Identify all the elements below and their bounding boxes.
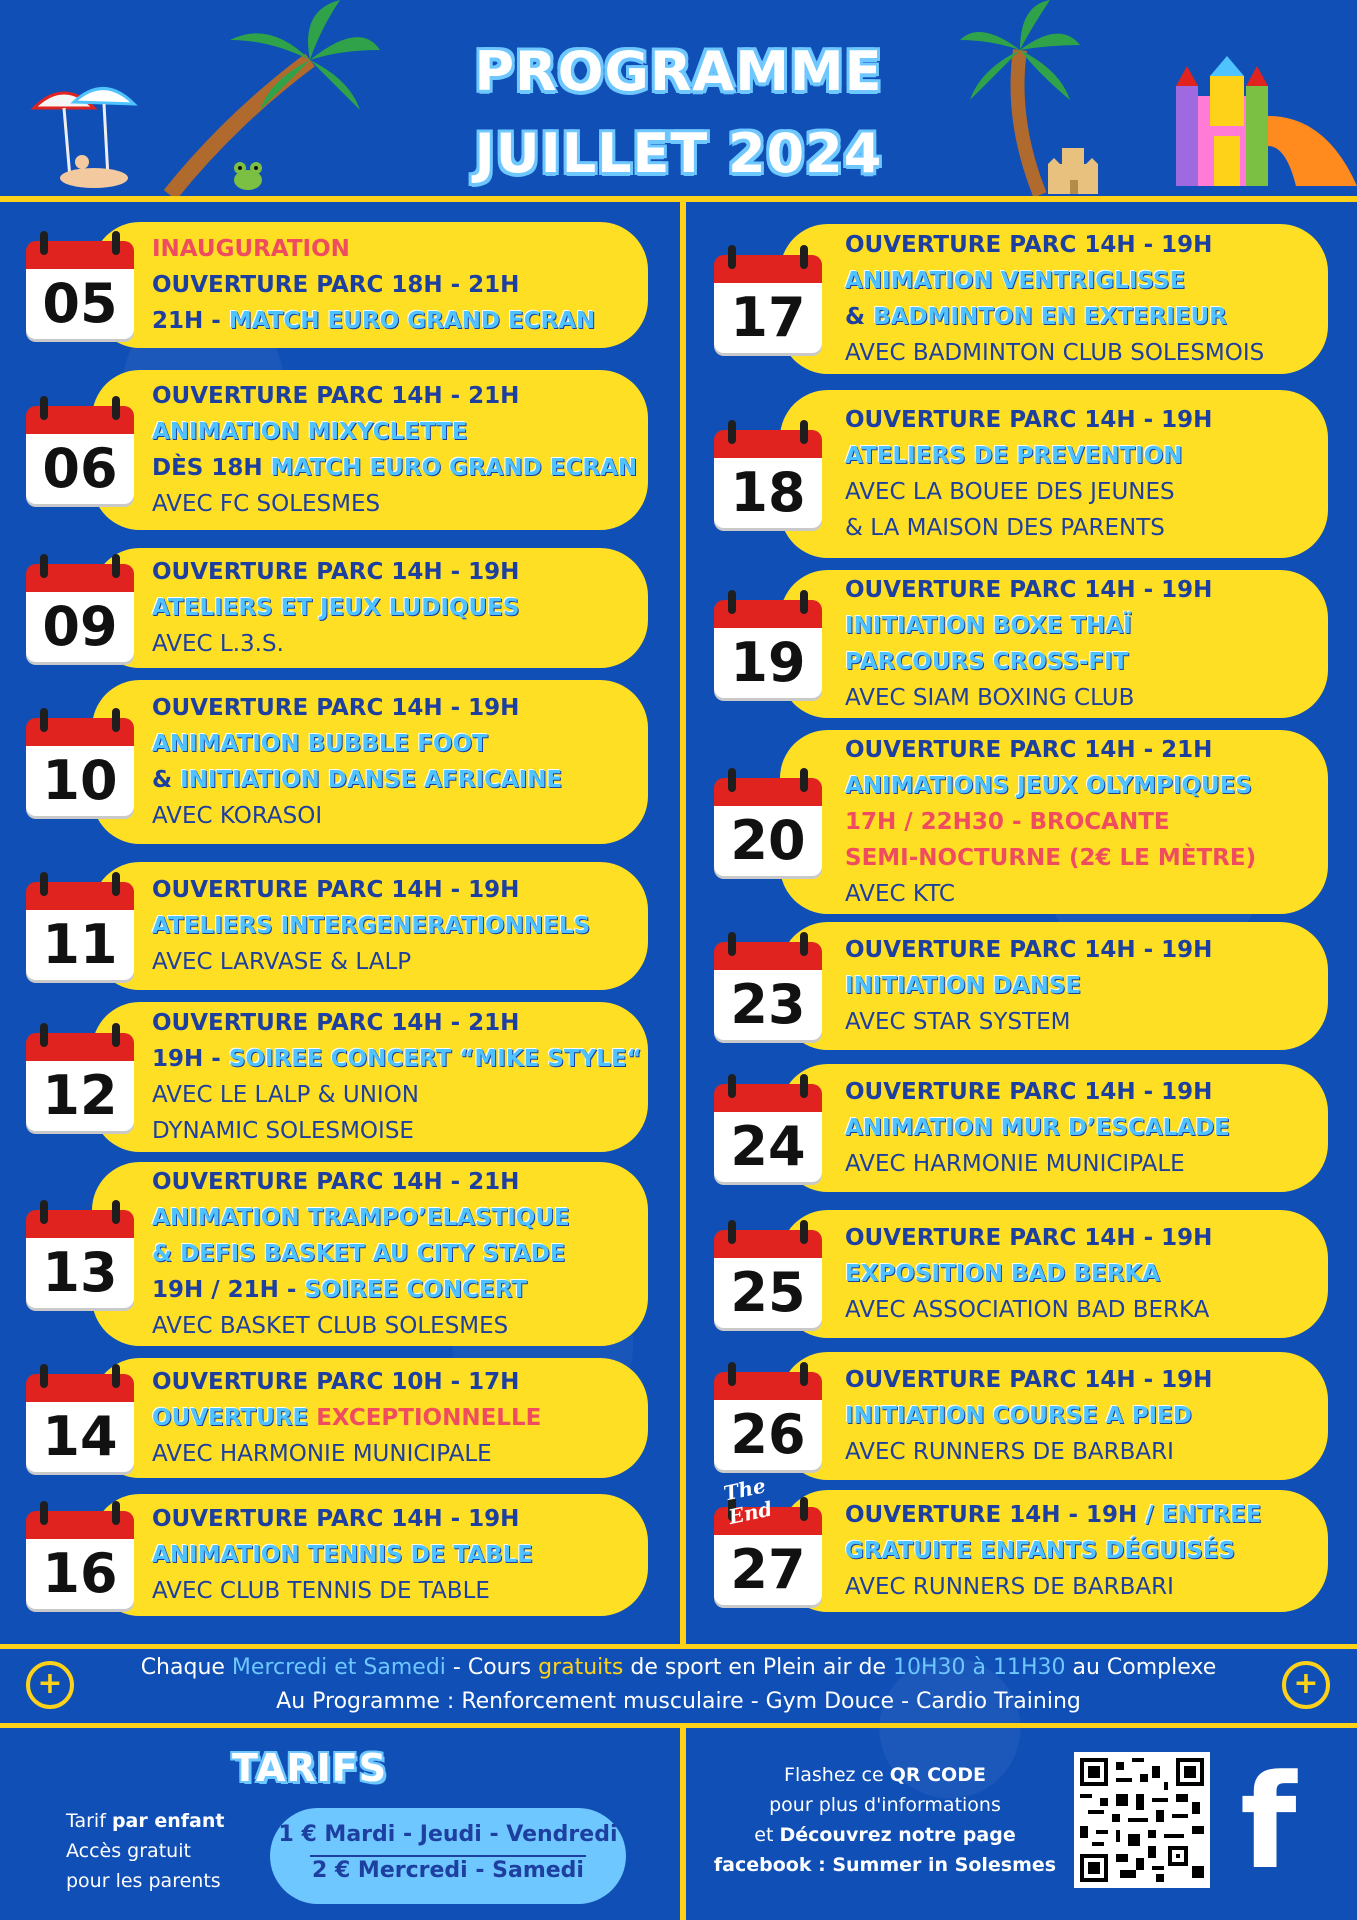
calendar-ring bbox=[40, 1023, 48, 1047]
qr-code-icon bbox=[1080, 1758, 1204, 1882]
tarif-note-line3: pour les parents bbox=[66, 1870, 221, 1892]
event-text: SOIREE CONCERT “MIKE STYLE“ bbox=[228, 1046, 642, 1072]
event-text: AVEC SIAM BOXING CLUB bbox=[845, 685, 1135, 711]
band-line-2: Au Programme : Renforcement musculaire - Gym Douce - Cardio Training bbox=[276, 1689, 1081, 1714]
event-line bbox=[152, 1200, 570, 1236]
calendar-icon bbox=[714, 586, 822, 698]
event-text: ATELIERS INTERGENERATIONNELS bbox=[152, 913, 591, 939]
event-line bbox=[845, 1256, 1212, 1292]
calendar-ring bbox=[800, 1362, 808, 1386]
calendar-day-number: 17 bbox=[730, 286, 806, 349]
calendar-ring bbox=[728, 245, 736, 269]
event-line bbox=[845, 474, 1212, 510]
calendar-icon bbox=[26, 704, 134, 816]
calendar-icon bbox=[26, 868, 134, 980]
event-line bbox=[152, 626, 519, 662]
calendar-ring bbox=[40, 708, 48, 732]
calendar-ring bbox=[800, 932, 808, 956]
calendar-ring bbox=[112, 872, 120, 896]
event-line bbox=[845, 1569, 1262, 1605]
event-text: INITIATION DANSE AFRICAINE bbox=[180, 767, 563, 793]
event-line bbox=[152, 303, 595, 339]
calendar-ring bbox=[40, 1501, 48, 1525]
event-text: OUVERTURE PARC 14H - 21H bbox=[152, 1169, 520, 1195]
event-text: AVEC FC SOLESMES bbox=[152, 491, 381, 517]
event-text: ANIMATION MIXYCLETTE bbox=[152, 419, 468, 445]
calendar-icon bbox=[26, 1019, 134, 1131]
event-details bbox=[152, 1501, 533, 1609]
event-details bbox=[845, 1220, 1212, 1328]
event-text: AVEC HARMONIE MUNICIPALE bbox=[845, 1151, 1185, 1177]
event-text: AVEC BASKET CLUB SOLESMES bbox=[152, 1313, 509, 1339]
qr-info-bold: facebook : Summer in Solesmes bbox=[713, 1854, 1057, 1876]
event-text: DYNAMIC SOLESMOISE bbox=[152, 1118, 414, 1144]
qr-info-line1 bbox=[700, 1760, 1070, 1790]
calendar-day-number: 24 bbox=[730, 1115, 806, 1178]
event-text: EXPOSITION BAD BERKA bbox=[845, 1261, 1161, 1287]
event-line bbox=[152, 1400, 541, 1436]
event-line bbox=[152, 872, 590, 908]
calendar-ring bbox=[40, 396, 48, 420]
event-text: OUVERTURE PARC 14H - 19H bbox=[152, 695, 520, 721]
calendar-icon bbox=[26, 550, 134, 662]
event-details bbox=[845, 227, 1264, 371]
price-line-1: 1 € Mardi - Jeudi - Vendredi bbox=[278, 1822, 618, 1847]
price-line-2: 2 € Mercredi - Samedi bbox=[312, 1858, 584, 1883]
event-text: 19H / 21H - bbox=[152, 1277, 305, 1303]
event-line bbox=[152, 1364, 541, 1400]
qr-code[interactable] bbox=[1074, 1752, 1210, 1888]
calendar-ring bbox=[800, 245, 808, 269]
event-line bbox=[845, 438, 1212, 474]
event-text: AVEC STAR SYSTEM bbox=[845, 1009, 1071, 1035]
footer-divider bbox=[680, 1728, 686, 1920]
event-text: AVEC KTC bbox=[845, 881, 955, 907]
event-line bbox=[152, 908, 590, 944]
event-line bbox=[845, 335, 1264, 371]
event-details bbox=[152, 231, 595, 339]
event-line bbox=[845, 608, 1212, 644]
event-line bbox=[152, 450, 637, 486]
event-line bbox=[845, 1398, 1212, 1434]
event-line bbox=[845, 840, 1256, 876]
calendar-day-number: 11 bbox=[42, 913, 118, 976]
calendar-icon bbox=[26, 227, 134, 339]
calendar-icon bbox=[714, 1358, 822, 1470]
calendar-ring bbox=[800, 420, 808, 444]
event-line bbox=[845, 1362, 1212, 1398]
event-line bbox=[152, 1041, 642, 1077]
event-text: & DEFIS BASKET AU CITY STADE bbox=[152, 1241, 566, 1267]
qr-info-text: Flashez ce bbox=[784, 1764, 890, 1786]
calendar-day-number: 16 bbox=[42, 1542, 118, 1605]
event-text: ANIMATION MUR D’ESCALADE bbox=[845, 1115, 1230, 1141]
event-text: AVEC LARVASE & LALP bbox=[152, 949, 412, 975]
event-details bbox=[152, 554, 519, 662]
qr-info-line3 bbox=[700, 1820, 1070, 1850]
event-details bbox=[152, 1164, 570, 1344]
event-text: BADMINTON EN EXTERIEUR bbox=[873, 304, 1227, 330]
calendar-ring bbox=[40, 1200, 48, 1224]
event-line bbox=[845, 1110, 1230, 1146]
event-line bbox=[152, 1236, 570, 1272]
tarif-note-line1 bbox=[66, 1806, 224, 1836]
event-text: OUVERTURE PARC 14H - 19H bbox=[845, 1225, 1213, 1251]
calendar-day-number: 27 bbox=[730, 1538, 806, 1601]
calendar-ring bbox=[112, 1364, 120, 1388]
event-line bbox=[845, 1004, 1212, 1040]
event-line bbox=[845, 510, 1212, 546]
event-text: DÈS 18H bbox=[152, 455, 271, 481]
band-free: gratuits bbox=[538, 1655, 624, 1680]
price-divider bbox=[310, 1855, 586, 1857]
calendar-ring bbox=[112, 231, 120, 255]
calendar-day-number: 10 bbox=[42, 749, 118, 812]
calendar-ring bbox=[728, 1362, 736, 1386]
event-text: MATCH EURO GRAND ECRAN bbox=[228, 308, 596, 334]
event-details bbox=[845, 1497, 1262, 1605]
event-line bbox=[152, 1501, 533, 1537]
tarif-note bbox=[66, 1806, 224, 1896]
sport-info-band bbox=[0, 1649, 1357, 1723]
qr-info bbox=[700, 1760, 1070, 1880]
tarif-note-bold: par enfant bbox=[111, 1810, 225, 1832]
event-details bbox=[152, 1364, 541, 1472]
calendar-ring bbox=[800, 768, 808, 792]
event-line bbox=[152, 1308, 570, 1344]
qr-info-line2: pour plus d'informations bbox=[769, 1794, 1001, 1816]
tarif-note-line2: Accès gratuit bbox=[66, 1840, 191, 1862]
event-text: OUVERTURE PARC 14H - 19H bbox=[845, 937, 1213, 963]
band-divider-bottom bbox=[0, 1723, 1357, 1728]
top-divider bbox=[0, 196, 1357, 202]
event-line bbox=[845, 968, 1212, 1004]
event-line bbox=[152, 762, 562, 798]
qr-info-bold: Découvrez notre page bbox=[779, 1824, 1016, 1846]
qr-info-bold: QR CODE bbox=[889, 1764, 986, 1786]
calendar-day-number: 25 bbox=[730, 1261, 806, 1324]
event-line bbox=[845, 402, 1212, 438]
event-line bbox=[152, 690, 562, 726]
event-line bbox=[845, 680, 1212, 716]
event-text: INITIATION DANSE bbox=[845, 973, 1082, 999]
calendar-ring bbox=[112, 1501, 120, 1525]
event-text: OUVERTURE bbox=[152, 1405, 317, 1431]
calendar-ring bbox=[728, 1220, 736, 1244]
event-line bbox=[152, 1077, 642, 1113]
event-line bbox=[152, 1272, 570, 1308]
event-line bbox=[152, 798, 562, 834]
calendar-ring bbox=[800, 1497, 808, 1521]
calendar-icon bbox=[26, 1497, 134, 1609]
event-text: OUVERTURE PARC 14H - 19H bbox=[845, 577, 1213, 603]
event-details bbox=[845, 932, 1212, 1040]
event-line bbox=[845, 299, 1264, 335]
event-line bbox=[845, 1533, 1262, 1569]
header bbox=[0, 0, 1357, 200]
event-text: / ENTREE bbox=[1145, 1502, 1262, 1528]
calendar-ring bbox=[112, 1023, 120, 1047]
event-text: OUVERTURE PARC 14H - 19H bbox=[152, 1506, 520, 1532]
event-text: AVEC HARMONIE MUNICIPALE bbox=[152, 1441, 492, 1467]
event-text: AVEC RUNNERS DE BARBARI bbox=[845, 1439, 1174, 1465]
event-text: 17H / 22H30 - BROCANTE bbox=[845, 809, 1170, 835]
event-text: OUVERTURE PARC 14H - 19H bbox=[845, 1367, 1213, 1393]
event-line bbox=[845, 1074, 1230, 1110]
calendar-ring bbox=[728, 932, 736, 956]
calendar-ring bbox=[728, 1074, 736, 1098]
band-text: au Complexe bbox=[1065, 1655, 1217, 1680]
event-text: OUVERTURE PARC 18H - 21H bbox=[152, 272, 520, 298]
event-text: ANIMATIONS JEUX OLYMPIQUES bbox=[845, 773, 1252, 799]
calendar-ring bbox=[728, 420, 736, 444]
event-text: OUVERTURE PARC 14H - 21H bbox=[152, 383, 520, 409]
event-text: INAUGURATION bbox=[152, 236, 350, 262]
calendar-ring bbox=[728, 768, 736, 792]
event-line bbox=[152, 554, 519, 590]
event-text: AVEC L.3.S. bbox=[152, 631, 284, 657]
event-text: OUVERTURE PARC 14H - 21H bbox=[845, 737, 1213, 763]
event-text: EXCEPTIONNELLE bbox=[316, 1405, 542, 1431]
event-text: OUVERTURE PARC 14H - 19H bbox=[845, 232, 1213, 258]
calendar-day-number: 26 bbox=[730, 1403, 806, 1466]
event-details bbox=[845, 1362, 1212, 1470]
plus-circle-right-icon: + bbox=[1282, 1661, 1330, 1709]
calendar-icon bbox=[26, 1196, 134, 1308]
calendar-icon bbox=[714, 764, 822, 876]
event-line bbox=[845, 227, 1264, 263]
event-line bbox=[152, 590, 519, 626]
tarifs-title: TARIFS bbox=[232, 1746, 388, 1790]
event-details bbox=[152, 378, 637, 522]
event-line bbox=[845, 768, 1256, 804]
event-line bbox=[845, 1434, 1212, 1470]
event-details bbox=[152, 690, 562, 834]
band-text: - Cours bbox=[445, 1655, 539, 1680]
event-line bbox=[152, 1164, 570, 1200]
calendar-ring bbox=[800, 590, 808, 614]
event-text: ANIMATION TENNIS DE TABLE bbox=[152, 1542, 534, 1568]
event-text: & bbox=[152, 767, 181, 793]
calendar-day-number: 13 bbox=[42, 1241, 118, 1304]
event-line bbox=[845, 804, 1256, 840]
calendar-ring bbox=[40, 1364, 48, 1388]
calendar-day-number: 20 bbox=[730, 809, 806, 872]
tarif-note-text: Tarif bbox=[66, 1810, 112, 1832]
event-text: AVEC CLUB TENNIS DE TABLE bbox=[152, 1578, 490, 1604]
band-text: Chaque bbox=[140, 1655, 232, 1680]
event-line bbox=[152, 1113, 642, 1149]
calendar-icon bbox=[714, 1070, 822, 1182]
event-details bbox=[152, 872, 590, 980]
event-line bbox=[845, 572, 1212, 608]
calendar-day-number: 14 bbox=[42, 1405, 118, 1468]
qr-info-line4 bbox=[700, 1850, 1070, 1880]
event-details bbox=[845, 1074, 1230, 1182]
qr-info-text: et bbox=[754, 1824, 780, 1846]
event-line bbox=[152, 726, 562, 762]
event-text: AVEC RUNNERS DE BARBARI bbox=[845, 1574, 1174, 1600]
event-text: OUVERTURE PARC 14H - 19H bbox=[152, 559, 520, 585]
event-text: 19H - bbox=[152, 1046, 229, 1072]
event-text: AVEC LA BOUEE DES JEUNES bbox=[845, 479, 1175, 505]
calendar-ring bbox=[800, 1074, 808, 1098]
event-text: ANIMATION VENTRIGLISSE bbox=[845, 268, 1186, 294]
event-text: & LA MAISON DES PARENTS bbox=[845, 515, 1165, 541]
calendar-day-number: 05 bbox=[42, 272, 118, 335]
the-end-badge: The End bbox=[721, 1473, 775, 1530]
event-line bbox=[152, 231, 595, 267]
calendar-ring bbox=[112, 1200, 120, 1224]
calendar-ring bbox=[112, 554, 120, 578]
event-text: MATCH EURO GRAND ECRAN bbox=[270, 455, 638, 481]
event-line bbox=[152, 378, 637, 414]
calendar-icon bbox=[714, 928, 822, 1040]
page-title-line1: PROGRAMME bbox=[474, 40, 883, 103]
event-text: AVEC KORASOI bbox=[152, 803, 323, 829]
event-text: GRATUITE ENFANTS DÉGUISÉS bbox=[845, 1538, 1236, 1564]
event-details bbox=[845, 732, 1256, 912]
event-text: SEMI-NOCTURNE (2€ LE MÈTRE) bbox=[845, 845, 1257, 871]
event-line bbox=[845, 876, 1256, 912]
column-divider bbox=[680, 202, 686, 1646]
event-details bbox=[845, 402, 1212, 546]
calendar-day-number: 19 bbox=[730, 631, 806, 694]
calendar-icon bbox=[714, 241, 822, 353]
calendar-icon bbox=[26, 392, 134, 504]
calendar-ring bbox=[112, 396, 120, 420]
band-line-1 bbox=[0, 1655, 1357, 1680]
event-line bbox=[845, 732, 1256, 768]
event-text: 21H - bbox=[152, 308, 229, 334]
event-line bbox=[845, 1146, 1230, 1182]
event-line bbox=[845, 263, 1264, 299]
event-line bbox=[845, 1292, 1212, 1328]
event-text: AVEC ASSOCIATION BAD BERKA bbox=[845, 1297, 1210, 1323]
event-line bbox=[152, 267, 595, 303]
event-text: ANIMATION TRAMPO’ELASTIQUE bbox=[152, 1205, 570, 1231]
event-line bbox=[152, 1537, 533, 1573]
event-text: OUVERTURE PARC 10H - 17H bbox=[152, 1369, 520, 1395]
event-text: OUVERTURE PARC 14H - 19H bbox=[845, 407, 1213, 433]
calendar-day-number: 09 bbox=[42, 595, 118, 658]
band-days: Mercredi et Samedi bbox=[231, 1655, 446, 1680]
band-hours: 10H30 à 11H30 bbox=[892, 1655, 1066, 1680]
event-text: OUVERTURE 14H - 19H bbox=[845, 1502, 1146, 1528]
event-details bbox=[152, 1005, 642, 1149]
page-title-line2: JUILLET 2024 bbox=[474, 122, 883, 185]
event-line bbox=[845, 1220, 1212, 1256]
event-line bbox=[152, 414, 637, 450]
calendar-ring bbox=[112, 708, 120, 732]
event-text: & bbox=[845, 304, 874, 330]
event-text: ANIMATION BUBBLE FOOT bbox=[152, 731, 488, 757]
event-text: ATELIERS ET JEUX LUDIQUES bbox=[152, 595, 520, 621]
event-text: AVEC LE LALP & UNION bbox=[152, 1082, 420, 1108]
calendar-ring bbox=[40, 872, 48, 896]
event-text: PARCOURS CROSS-FIT bbox=[845, 649, 1129, 675]
event-line bbox=[845, 1497, 1262, 1533]
calendar-day-number: 06 bbox=[42, 437, 118, 500]
event-text: ATELIERS DE PREVENTION bbox=[845, 443, 1183, 469]
calendar-ring bbox=[40, 554, 48, 578]
event-line bbox=[845, 644, 1212, 680]
calendar-day-number: 12 bbox=[42, 1064, 118, 1127]
calendar-icon bbox=[714, 1216, 822, 1328]
event-text: AVEC BADMINTON CLUB SOLESMOIS bbox=[845, 340, 1265, 366]
event-text: INITIATION COURSE A PIED bbox=[845, 1403, 1192, 1429]
event-line bbox=[152, 1436, 541, 1472]
event-line bbox=[152, 944, 590, 980]
band-text: de sport en Plein air de bbox=[623, 1655, 893, 1680]
plus-circle-left-icon: + bbox=[26, 1661, 74, 1709]
event-text: INITIATION BOXE THAÏ bbox=[845, 613, 1132, 639]
facebook-icon[interactable]: f bbox=[1240, 1746, 1297, 1898]
calendar-icon bbox=[714, 416, 822, 528]
event-text: OUVERTURE PARC 14H - 19H bbox=[152, 877, 520, 903]
calendar-ring bbox=[800, 1220, 808, 1244]
event-line bbox=[152, 486, 637, 522]
calendar-ring bbox=[728, 590, 736, 614]
price-pill bbox=[270, 1808, 626, 1904]
event-text: OUVERTURE PARC 14H - 21H bbox=[152, 1010, 520, 1036]
event-details bbox=[845, 572, 1212, 716]
event-line bbox=[152, 1005, 642, 1041]
calendar-day-number: 23 bbox=[730, 973, 806, 1036]
event-line bbox=[152, 1573, 533, 1609]
calendar-day-number: 18 bbox=[730, 461, 806, 524]
event-text: SOIREE CONCERT bbox=[304, 1277, 527, 1303]
calendar-icon bbox=[26, 1360, 134, 1472]
event-line bbox=[845, 932, 1212, 968]
calendar-ring bbox=[40, 231, 48, 255]
event-text: OUVERTURE PARC 14H - 19H bbox=[845, 1079, 1213, 1105]
